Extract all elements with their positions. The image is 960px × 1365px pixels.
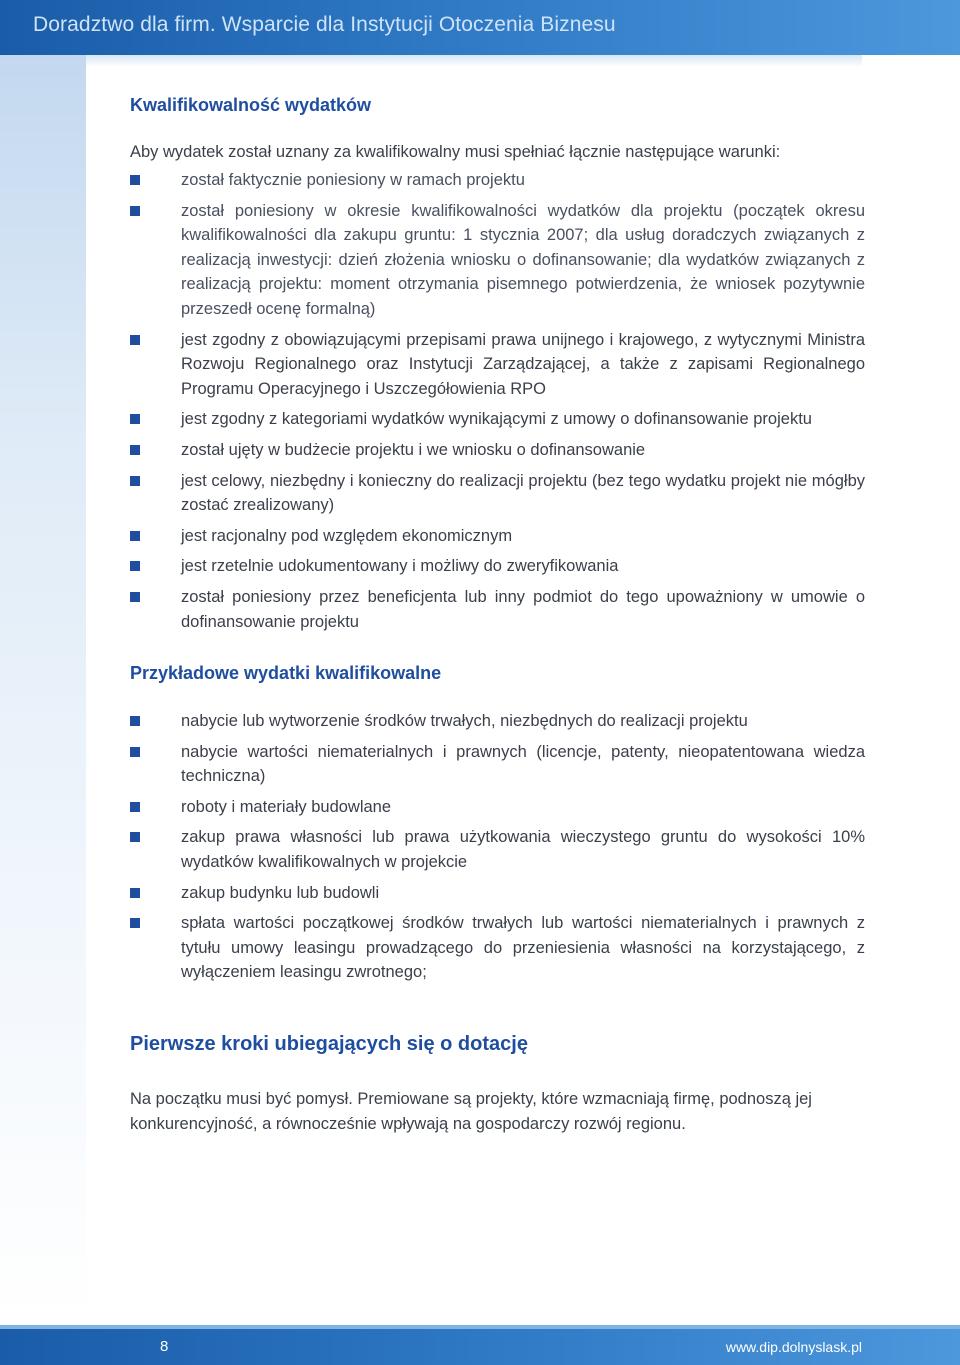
list-item: jest racjonalny pod względem ekonomicznym	[130, 524, 865, 549]
list-item: zakup prawa własności lub prawa użytkowania wieczystego gruntu do wysokości 10% wydatków kwalifikowalnych w projekcie	[130, 825, 865, 874]
example-expenses-list	[130, 709, 865, 985]
list-item: nabycie lub wytworzenie środków trwałych, niezbędnych do realizacji projektu	[130, 709, 865, 734]
footer-stripe	[0, 1325, 960, 1329]
bullet-square-icon	[130, 716, 140, 726]
list-item: został poniesiony w okresie kwalifikowalności wydatków dla projektu (początek okresu kwalifikowalności dla zakupu gruntu: 1 stycznia 2007; dla usług doradczych związanych z realizacją inwestycji: dzień złożenia wniosku o dofinansowanie; dla wydatków związanych z realizacją projektu: moment otrzymania pisemnego potwierdzenia, że wniosek pozytywnie przeszedł ocenę formalną)	[130, 199, 865, 322]
page-header	[0, 0, 960, 55]
bullet-square-icon	[130, 918, 140, 928]
page-number: 8	[160, 1338, 169, 1355]
bullet-square-icon	[130, 206, 140, 216]
list-item: jest zgodny z obowiązującymi przepisami prawa unijnego i krajowego, z wytycznymi Ministra Rozwoju Regionalnego oraz Instytucji Zarządzającej, a także z zapisami Regionalnego Programu Operacyjnego i Uszczegółowienia RPO	[130, 328, 865, 402]
left-decorative-bar	[0, 55, 86, 1325]
bullet-square-icon	[130, 592, 140, 602]
bullet-square-icon	[130, 335, 140, 345]
conditions-list	[130, 168, 865, 634]
bullet-square-icon	[130, 414, 140, 424]
heading-pierwsze-kroki: Pierwsze kroki ubiegających się o dotację	[130, 1033, 528, 1056]
closing-paragraph: Na początku musi być pomysł. Premiowane są projekty, które wzmacniają firmę, podnoszą jej konkurencyjność, a równocześnie wpływają na gospodarczy rozwój regionu.	[130, 1090, 812, 1134]
heading-przykladowe-wydatki: Przykładowe wydatki kwalifikowalne	[130, 663, 442, 684]
list-item: jest zgodny z kategoriami wydatków wynikającymi z umowy o dofinansowanie projektu	[130, 407, 865, 432]
list-item: spłata wartości początkowej środków trwałych lub wartości niematerialnych i prawnych z tytułu umowy leasingu prowadzącego do przeniesienia własności na korzystającego, z wyłączeniem leasingu zwrotnego;	[130, 911, 865, 985]
bullet-square-icon	[130, 747, 140, 757]
bullet-square-icon	[130, 476, 140, 486]
intro-paragraph: Aby wydatek został uznany za kwalifikowalny musi spełniać łącznie następujące warunki:	[130, 143, 781, 161]
header-title: Doradztwo dla firm. Wsparcie dla Instytucji Otoczenia Biznesu	[33, 13, 616, 36]
list-item: zakup budynku lub budowli	[130, 881, 865, 906]
list-item: nabycie wartości niematerialnych i prawnych (licencje, patenty, nieopatentowana wiedza techniczna)	[130, 740, 865, 789]
list-item: jest celowy, niezbędny i konieczny do realizacji projektu (bez tego wydatku projekt nie mógłby zostać zrealizowany)	[130, 469, 865, 518]
footer-url-link[interactable]: www.dip.dolnyslask.pl	[725, 1339, 862, 1355]
bullet-square-icon	[130, 561, 140, 571]
main-content	[130, 92, 865, 1137]
bullet-square-icon	[130, 832, 140, 842]
list-item: jest rzetelnie udokumentowany i możliwy do zweryfikowania	[130, 554, 865, 579]
bullet-square-icon	[130, 445, 140, 455]
header-shadow-panel	[86, 55, 862, 67]
list-item: roboty i materiały budowlane	[130, 795, 865, 820]
bullet-square-icon	[130, 802, 140, 812]
bullet-square-icon	[130, 888, 140, 898]
heading-kwalifikowalnosc: Kwalifikowalność wydatków	[130, 95, 372, 115]
list-item: został poniesiony przez beneficjenta lub inny podmiot do tego upoważniony w umowie o dofinansowanie projektu	[130, 585, 865, 634]
list-item: został faktycznie poniesiony w ramach projektu	[130, 168, 865, 193]
bullet-square-icon	[130, 531, 140, 541]
bullet-square-icon	[130, 175, 140, 185]
list-item: został ujęty w budżecie projektu i we wniosku o dofinansowanie	[130, 438, 865, 463]
